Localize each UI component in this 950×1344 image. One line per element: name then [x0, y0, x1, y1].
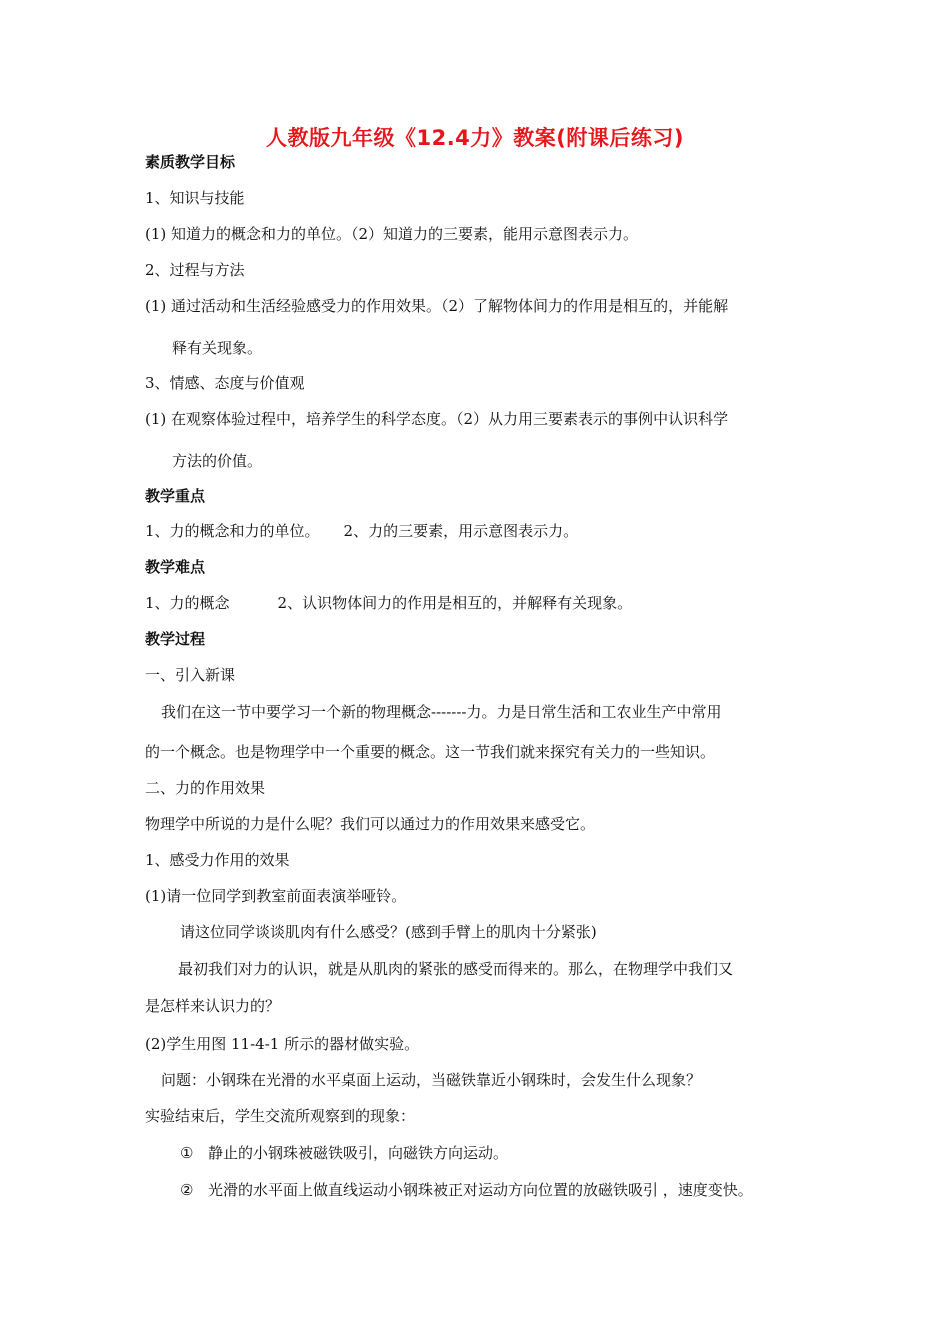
goal-3-text: (1) 在观察体验过程中，培养学生的科学态度。（2）从力用三要素表示的事例中认识科学	[145, 410, 729, 428]
process-heading: 教学过程	[145, 630, 206, 648]
item-1-text-cont: 是怎样来认识力的？	[145, 997, 281, 1015]
observation-1	[180, 1143, 508, 1163]
difficulties-heading: 教学难点	[145, 558, 206, 576]
item-1-text: 最初我们对力的认识，就是从肌肉的紧张的感受而得来的。那么，在物理学中我们又	[178, 960, 734, 978]
item-1: (1)请一位同学到教室前面表演举哑铃。	[145, 887, 407, 905]
key-point-1: 1、力的概念和力的单位。	[145, 522, 320, 540]
observation-1-mark: ①	[180, 1144, 194, 1162]
goals-heading: 素质教学目标	[145, 153, 236, 171]
part-2-heading: 二、力的作用效果	[145, 779, 266, 797]
key-points-heading: 教学重点	[145, 487, 206, 505]
goal-3-heading: 3、情感、态度与价值观	[145, 374, 305, 392]
part-2-text: 物理学中所说的力是什么呢？我们可以通过力的作用效果来感受它。	[145, 815, 596, 833]
key-point-2: 2、力的三要素，用示意图表示力。	[343, 522, 579, 540]
observation-1-text: 静止的小钢珠被磁铁吸引，向磁铁方向运动。	[208, 1144, 509, 1162]
goal-1-text: (1) 知道力的概念和力的单位。（2）知道力的三要素，能用示意图表示力。	[145, 225, 639, 243]
observation-2	[180, 1180, 753, 1200]
goal-1-heading: 1、知识与技能	[145, 189, 245, 207]
goal-2-heading: 2、过程与方法	[145, 261, 245, 279]
difficulty-1: 1、力的概念	[145, 594, 230, 612]
key-points-text	[145, 521, 578, 541]
difficulty-2: 2、认识物体间力的作用是相互的，并解释有关现象。	[277, 594, 633, 612]
part-1-heading: 一、引入新课	[145, 666, 236, 684]
item-2-result: 实验结束后，学生交流所观察到的现象：	[145, 1107, 416, 1125]
part-2-sub-heading: 1、感受力作用的效果	[145, 851, 290, 869]
item-2-question: 问题：小钢珠在光滑的水平桌面上运动，当磁铁靠近小钢珠时，会发生什么现象？	[161, 1071, 702, 1089]
item-2: (2)学生用图 11-4-1 所示的器材做实验。	[145, 1035, 420, 1053]
goal-2-text: (1) 通过活动和生活经验感受力的作用效果。（2）了解物体间力的作用是相互的，并能解	[145, 297, 729, 315]
document-title: 人教版九年级《12.4力》教案(附课后练习)	[265, 126, 684, 150]
difficulties-text	[145, 593, 632, 613]
item-1-question: 请这位同学谈谈肌肉有什么感受？(感到手臂上的肌肉十分紧张)	[180, 923, 597, 941]
part-1-text-cont: 的一个概念。也是物理学中一个重要的概念。这一节我们就来探究有关力的一些知识。	[145, 743, 716, 761]
part-1-text: 我们在这一节中要学习一个新的物理概念-------力。力是日常生活和工农业生产中常用	[161, 703, 722, 721]
goal-3-text-cont: 方法的价值。	[172, 452, 263, 470]
observation-2-mark: ②	[180, 1181, 194, 1199]
goal-2-text-cont: 释有关现象。	[172, 339, 263, 357]
observation-2-text: 光滑的水平面上做直线运动小钢珠被正对运动方向位置的放磁铁吸引 ，速度变快。	[208, 1181, 753, 1199]
